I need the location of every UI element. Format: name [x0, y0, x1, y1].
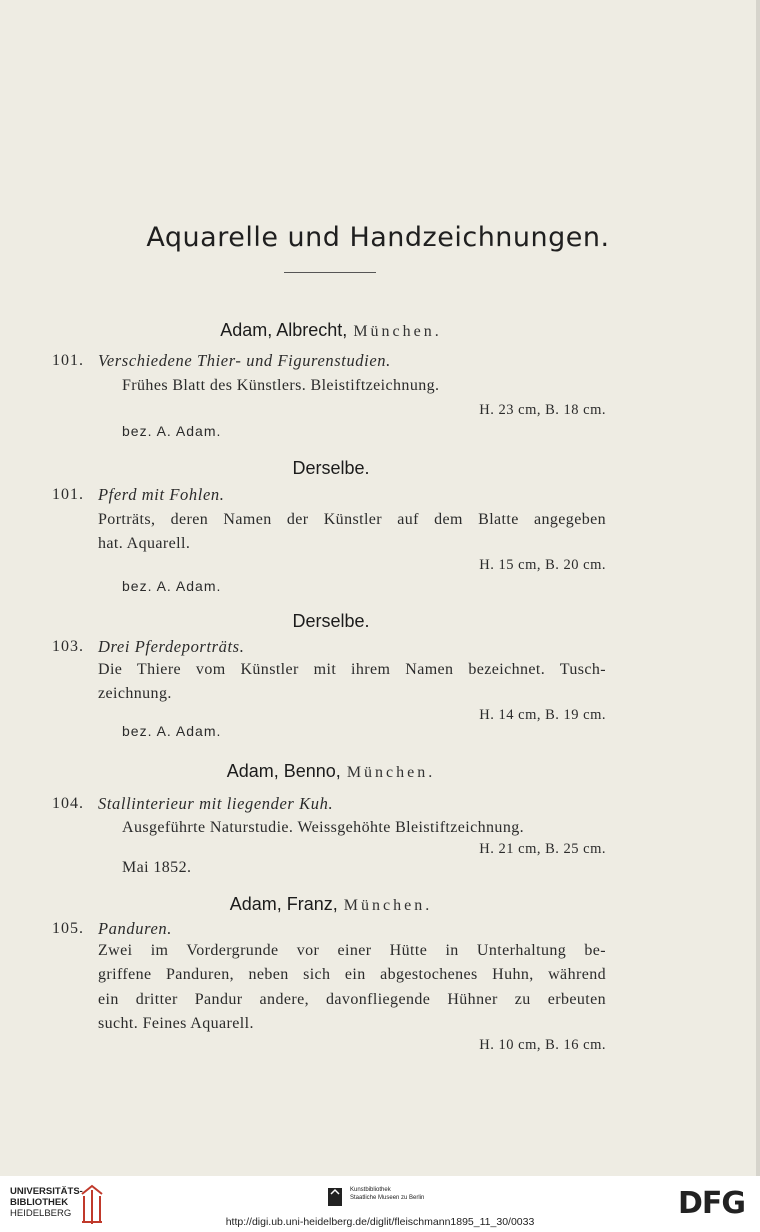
kb-logo-line: Kunstbibliothek: [350, 1187, 391, 1193]
artist-city: München.: [343, 897, 433, 914]
lot-description-line: griffene Panduren, neben sich ein abgestochenes Huhn, während: [98, 966, 606, 983]
lot-description-line: Porträts, deren Namen der Künstler auf dem Blatte angegeben: [98, 511, 606, 528]
lot-title: Stallinterieur mit liegender Kuh.: [98, 794, 334, 813]
lot-title: Pferd mit Fohlen.: [98, 485, 225, 504]
lot-signature: bez. A. Adam.: [122, 578, 222, 594]
lot-description-line: Zwei im Vordergrunde vor einer Hütte in Unterhaltung be-: [98, 942, 606, 959]
ub-logo-line: HEIDELBERG: [10, 1208, 72, 1219]
lot-description-line: zeichnung.: [98, 685, 172, 702]
lot-number: 105.: [52, 920, 84, 937]
kunstbibliothek-logo[interactable]: [350, 1186, 424, 1202]
artist-name: Adam, Albrecht,: [220, 320, 348, 340]
derselbe-heading: Derselbe.: [292, 611, 370, 631]
lot-dimensions: H. 15 cm, B. 20 cm.: [479, 557, 606, 573]
lot-description: Ausgeführte Naturstudie. Weissgehöhte Bleistiftzeichnung.: [122, 819, 525, 836]
lot-description-line: Die Thiere vom Künstler mit ihrem Namen bezeichnet. Tusch-: [98, 661, 606, 678]
artist-city: München.: [353, 323, 442, 340]
lot-dimensions: H. 10 cm, B. 16 cm.: [479, 1037, 606, 1053]
lot-title: Verschiedene Thier- und Figurenstudien.: [98, 351, 391, 370]
lot-dimensions: H. 14 cm, B. 19 cm.: [479, 707, 606, 723]
lot-title: Panduren.: [98, 919, 172, 938]
lot-number: 104.: [52, 795, 84, 812]
lot-number: 103.: [52, 638, 84, 655]
lot-description-line: hat. Aquarell.: [98, 535, 191, 552]
lot-number: 101.: [52, 352, 84, 369]
lot-description-line: ein dritter Pandur andere, davonfliegende Hühner zu erbeuten: [98, 991, 606, 1008]
page-edge: [756, 0, 760, 1176]
lot-date: Mai 1852.: [122, 859, 192, 876]
artist-heading-albrecht: [0, 320, 662, 341]
source-url[interactable]: http://digi.ub.uni-heidelberg.de/diglit/fleischmann1895_11_30/0033: [225, 1216, 535, 1228]
ub-logo-line: UNIVERSITÄTS-: [10, 1186, 83, 1197]
digitization-footer: [0, 1176, 760, 1232]
artist-name: Adam, Franz,: [229, 894, 338, 914]
lot-number: 101.: [52, 486, 84, 503]
derselbe-heading: Derselbe.: [292, 458, 370, 478]
lot-description-line: sucht. Feines Aquarell.: [98, 1015, 254, 1032]
kb-logo-line: Staatliche Museen zu Berlin: [350, 1195, 425, 1201]
lot-signature: bez. A. Adam.: [122, 723, 222, 739]
section-title: Aquarelle und Handzeichnungen.: [146, 222, 610, 253]
lot-dimensions: H. 23 cm, B. 18 cm.: [479, 402, 606, 418]
lot-description: Frühes Blatt des Künstlers. Bleistiftzeichnung.: [122, 377, 440, 394]
ub-heidelberg-logo[interactable]: [10, 1186, 83, 1219]
artist-heading-benno: [0, 761, 662, 782]
kunstbibliothek-logo-icon: [326, 1186, 344, 1208]
ub-logo-line: BIBLIOTHEK: [10, 1197, 69, 1208]
lot-signature: bez. A. Adam.: [122, 423, 222, 439]
artist-name: Adam, Benno,: [226, 761, 341, 781]
artist-heading-franz: [0, 894, 662, 915]
lot-title: Drei Pferdeporträts.: [98, 637, 245, 656]
title-rule: [284, 272, 376, 273]
dfg-logo[interactable]: DFG: [678, 1186, 746, 1221]
artist-city: München.: [346, 764, 436, 781]
lot-dimensions: H. 21 cm, B. 25 cm.: [479, 841, 606, 857]
